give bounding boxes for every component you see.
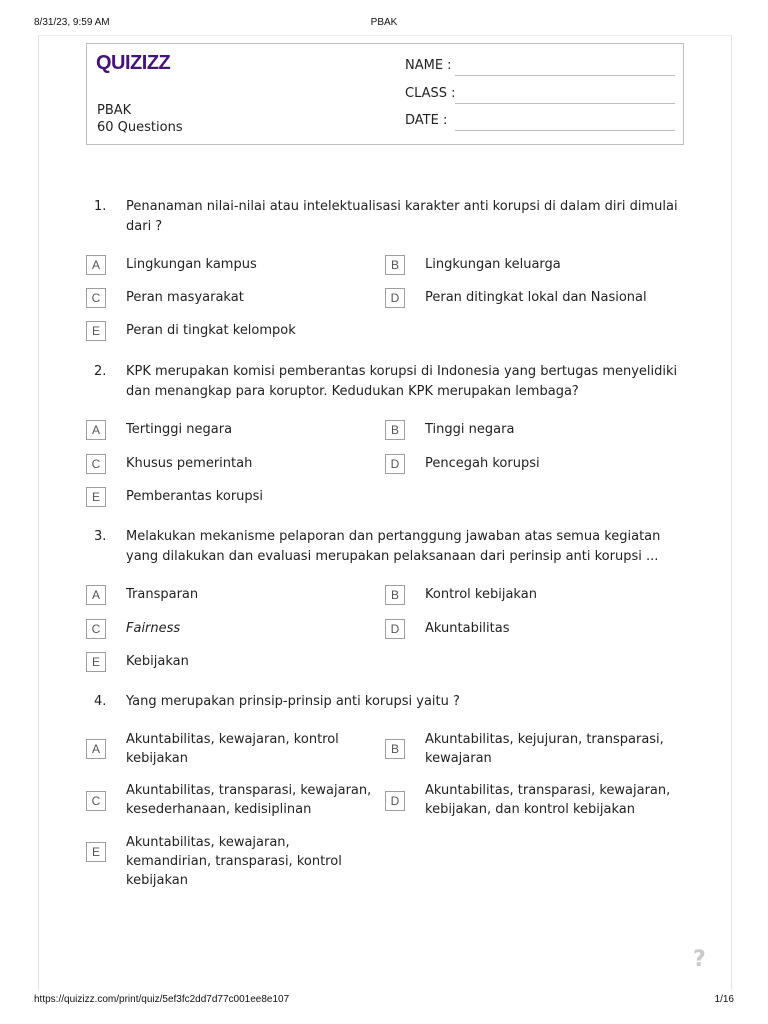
class-line (455, 103, 675, 104)
question-text: KPK merupakan komisi pemberantas korupsi di Indonesia yang bertugas menyelidiki dan menangkap para koruptor. Kedudukan KPK merupakan lembaga? (126, 364, 678, 399)
option-letter-box: C (86, 454, 106, 474)
option-text: Akuntabilitas, kejujuran, transparasi, kewajaran (425, 732, 664, 766)
option-text: Akuntabilitas, kewajaran, kontrol kebijakan (126, 732, 339, 766)
option-letter-box: A (86, 255, 106, 275)
option-text: Pemberantas korupsi (126, 489, 264, 504)
date-line (455, 130, 675, 131)
print-url: https://quizizz.com/print/quiz/5ef3fc2dd7d77c001ee8e107 (34, 994, 290, 1005)
option-letter-box: C (86, 288, 106, 308)
print-title: PBAK (370, 17, 398, 28)
option-text: Kebijakan (126, 654, 189, 669)
option-letter-box: A (86, 420, 106, 440)
option-letter-box: D (385, 454, 405, 474)
logo-text: QUIZIZZ (96, 52, 171, 74)
option-text: Fairness (126, 621, 181, 636)
option-text: Akuntabilitas, transparasi, kewajaran, kesederhanaan, kedisiplinan (126, 783, 372, 817)
option-text: Tinggi negara (425, 422, 515, 437)
option-text: Peran di tingkat kelompok (126, 323, 296, 338)
date-label: DATE : (405, 113, 448, 128)
option-letter-box: D (385, 619, 405, 639)
question-text: Penanaman nilai-nilai atau intelektualisasi karakter anti korupsi di dalam diri dimulai dari ? (126, 199, 678, 234)
option-letter-box: A (86, 585, 106, 605)
option-text: Akuntabilitas (425, 621, 510, 636)
name-field[interactable] (405, 58, 675, 76)
print-footer (0, 994, 768, 1008)
quiz-name: PBAK (97, 103, 132, 118)
question-number: 2. (94, 364, 107, 379)
option-letter-box: C (86, 791, 106, 811)
option-letter-box: E (86, 487, 106, 507)
question-number: 4. (94, 694, 107, 709)
option-letter-box: D (385, 791, 405, 811)
option-letter-box: B (385, 420, 405, 440)
option-text: Tertinggi negara (126, 422, 233, 437)
option-letter-box: C (86, 619, 106, 639)
question-number: 1. (94, 199, 107, 214)
name-label: NAME : (405, 58, 452, 73)
option-letter-box: D (385, 288, 405, 308)
question-text: Melakukan mekanisme pelaporan dan pertanggung jawaban atas semua kegiatan yang dilakukan dan evaluasi merupakan pelaksanaan dari perinsip anti korupsi ... (126, 529, 661, 564)
option-text: Peran masyarakat (126, 290, 244, 305)
option-text: Lingkungan kampus (126, 257, 257, 272)
option-letter-box: B (385, 739, 405, 759)
date-field[interactable] (405, 113, 675, 131)
option-text: Khusus pemerintah (126, 456, 253, 471)
class-label: CLASS : (405, 86, 456, 101)
option-text: Kontrol kebijakan (425, 587, 537, 602)
print-datetime: 8/31/23, 9:59 AM (34, 17, 110, 28)
question-count: 60 Questions (97, 120, 183, 135)
option-text: Akuntabilitas, transparasi, kewajaran, kebijakan, dan kontrol kebijakan (425, 783, 671, 817)
question-mark-icon[interactable]: ? (693, 947, 706, 972)
option-letter-box: E (86, 842, 106, 862)
page-number: 1/16 (714, 994, 734, 1005)
option-text: Peran ditingkat lokal dan Nasional (425, 290, 647, 305)
name-line (455, 75, 675, 76)
quizizz-logo (96, 50, 176, 76)
option-text: Akuntabilitas, kewajaran, kemandirian, transparasi, kontrol kebijakan (126, 835, 342, 888)
question-text: Yang merupakan prinsip-prinsip anti korupsi yaitu ? (126, 694, 460, 709)
option-letter-box: E (86, 652, 106, 672)
question-number: 3. (94, 529, 107, 544)
class-field[interactable] (405, 86, 675, 104)
option-text: Transparan (126, 587, 199, 602)
option-letter-box: A (86, 739, 106, 759)
option-text: Lingkungan keluarga (425, 257, 561, 272)
print-header (0, 17, 768, 31)
option-text: Pencegah korupsi (425, 456, 540, 471)
option-letter-box: B (385, 585, 405, 605)
option-letter-box: E (86, 321, 106, 341)
option-letter-box: B (385, 255, 405, 275)
